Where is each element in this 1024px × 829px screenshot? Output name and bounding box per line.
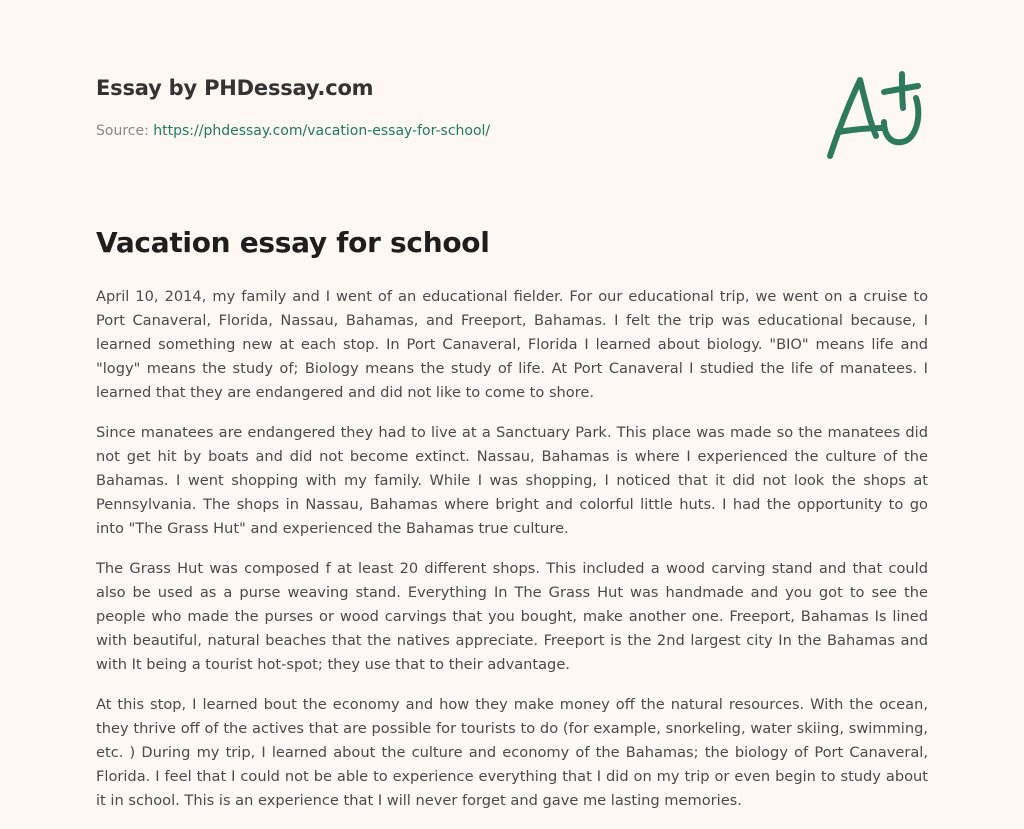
- essay-paragraph: The Grass Hut was composed f at least 20 different shops. This included a wood carving stand and that could also be used as a purse weaving stand. Everything In The Grass Hut was handmade and you got to see the people who made the purses or wood carvings that you bought, make another one. Freeport, Bahamas Is lined with beautiful, natural beaches that the natives appreciate. Freeport is the 2nd largest city In the Bahamas and with It being a tourist hot-spot; they use that to their advantage.: [96, 560, 928, 673]
- a-plus-logo-icon: [818, 66, 933, 166]
- site-brand: Essay by PHDessay.com: [96, 76, 374, 100]
- essay-paragraph: Since manatees are endangered they had to live at a Sanctuary Park. This place was made so the manatees did not get hit by boats and did not become extinct. Nassau, Bahamas is where I experienced the culture of the Bahamas. I went shopping with my family. While I was shopping, I noticed that it did not look the shops at Pennsylvania. The shops in Nassau, Bahamas where bright and colorful little huts. I had the opportunity to go into "The Grass Hut" and experienced the Bahamas true culture.: [96, 424, 928, 537]
- essay-body: [96, 285, 928, 829]
- source-label: Source:: [96, 123, 149, 139]
- essay-paragraph: April 10, 2014, my family and I went of an educational fielder. For our educational trip, we went on a cruise to Port Canaveral, Florida, Nassau, Bahamas, and Freeport, Bahamas. I felt the trip was educational because, I learned something new at each stop. In Port Canaveral, Florida I learned about biology. "BIO" means life and "logy" means the study of; Biology means the study of life. At Port Canaveral I studied the life of manatees. I learned that they are endangered and did not like to come to shore.: [96, 288, 928, 401]
- source-line: [96, 123, 490, 139]
- essay-paragraph: At this stop, I learned bout the economy and how they make money off the natural resources. With the ocean, they thrive off of the actives that are possible for tourists to do (for example, snorkeling, water skiing, swimming, etc. ) During my trip, I learned about the culture and economy of the Bahamas; the biology of Port Canaveral, Florida. I feel that I could not be able to experience everything that I did on my trip or even begin to study about it in school. This is an experience that I will never forget and gave me lasting memories.: [96, 696, 928, 809]
- essay-title: Vacation essay for school: [96, 226, 490, 259]
- source-link[interactable]: https://phdessay.com/vacation-essay-for-school/: [153, 123, 491, 139]
